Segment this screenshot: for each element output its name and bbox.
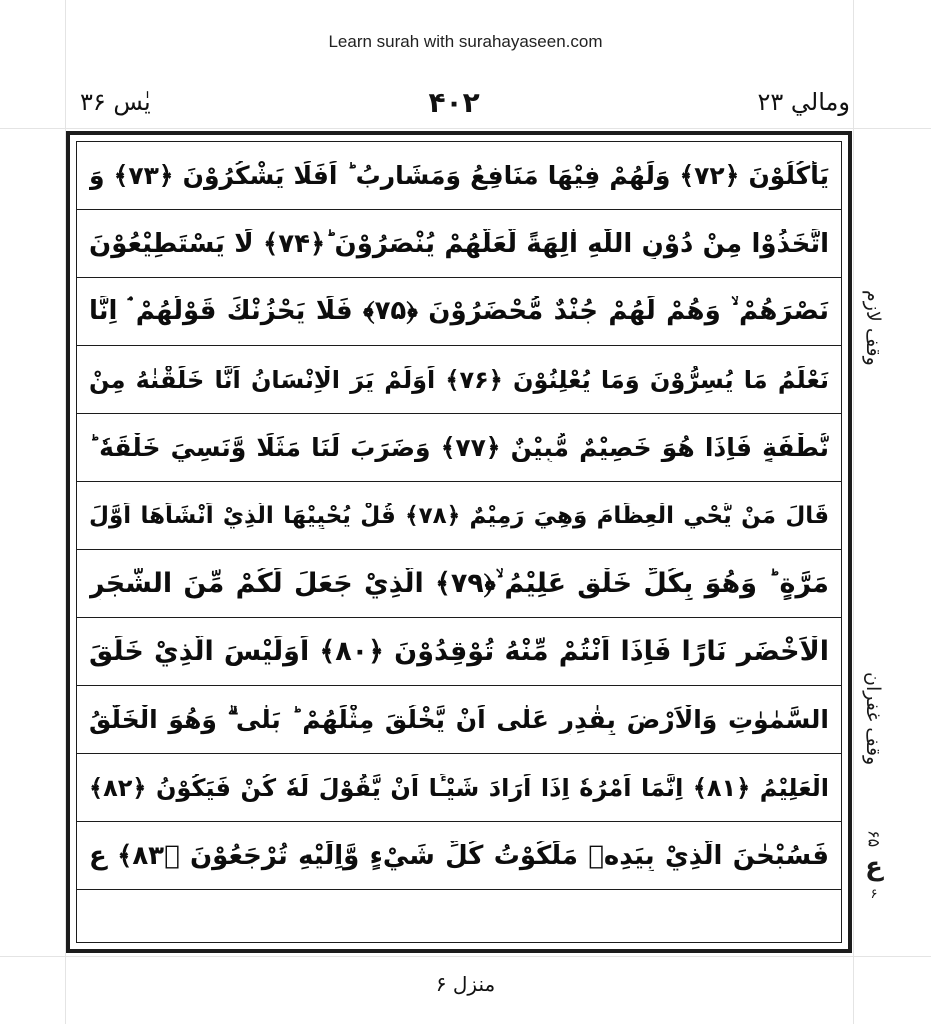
ruku-bottom-number: ۶: [870, 887, 878, 902]
text-line: [77, 482, 841, 550]
header-surah: يٰس ۳۶: [80, 88, 151, 116]
text-line: [77, 346, 841, 414]
text-line: [77, 686, 841, 754]
page-guide-right: [853, 0, 854, 1024]
line-text: الْاَخْضَرِ نَارًا فَاِذَا اَنْتُمْ مِّنْهُ تُوْقِدُوْنَ ﴿۸۰﴾ اَوَلَيْسَ الَّذِيْ خَلَقَ: [89, 636, 829, 667]
text-line: [77, 618, 841, 686]
line-text: نَصْرَهُمْ ۙ وَهُمْ لَهُمْ جُنْدٌ مُّحْضَرُوْنَ ﴿۷۵﴾ فَلَا يَحْزُنْكَ قَوْلُهُمْ ۘ اِنَّا: [89, 296, 829, 326]
ruku-glyph: ع: [865, 852, 883, 883]
frame-blank-area: [77, 890, 841, 942]
line-text: السَّمٰوٰتِ وَالْاَرْضَ بِقٰدِرٍ عَلٰى اَنْ يَّخْلُقَ مِثْلَهُمْ ؕ بَلٰى ۗ وَهُوَ الْخَلّٰقُ: [89, 704, 829, 734]
line-text: نُّطْفَةٍ فَاِذَا هُوَ خَصِيْمٌ مُّبِيْنٌ ﴿۷۷﴾ وَضَرَبَ لَنَا مَثَلًا وَّنَسِيَ خَلْقَهٗ ؕ: [89, 433, 829, 462]
line-text: مَرَّةٍ ؕ وَهُوَ بِكُلِّ خَلْقٍ عَلِيْمُ ۙ﴿۷۹﴾ الَّذِيْ جَعَلَ لَكُمْ مِّنَ الشَّجَرِ: [89, 567, 829, 599]
line-text: نَعْلَمُ مَا يُسِرُّوْنَ وَمَا يُعْلِنُوْنَ ﴿۷۶﴾ اَوَلَمْ يَرَ الْاِنْسَانُ اَنَّا خَلَقْنٰهُ مِنْ: [89, 365, 829, 394]
text-line: [77, 210, 841, 278]
header-para: ومالي ۲۳: [757, 88, 850, 116]
line-text: قَالَ مَنْ يُّحْيِ الْعِظَامَ وَهِيَ رَمِيْمٌ ﴿۷۸﴾ قُلْ يُحْيِيْهَا الَّذِيْ اَنْشَاَهَا اَوَّلَ: [89, 502, 829, 529]
line-text: الْعَلِيْمُ ﴿۸۱﴾ اِنَّمَا اَمْرُهٗ اِذَا اَرَادَ شَيْـًٔا اَنْ يَّقُوْلَ لَهٗ كُنْ فَيَكُوْنُ ﴿۸۲﴾: [89, 773, 829, 802]
line-text: يَأْكُلُوْنَ ﴿۷۲﴾ وَلَهُمْ فِيْهَا مَنَافِعُ وَمَشَارِبُ ؕ اَفَلَا يَشْكُرُوْنَ ﴿۷۳﴾ وَ: [89, 161, 829, 190]
text-line: [77, 822, 841, 890]
line-text: فَسُبْحٰنَ الَّذِيْ بِيَدِهٖ مَلَكُوْتُ كُلِّ شَيْءٍ وَّاِلَيْهِ تُرْجَعُوْنَ ﴿۸۳﴾ ع: [89, 840, 829, 871]
page-guide-top: [0, 128, 931, 129]
quran-text-frame: [66, 131, 852, 953]
quran-text-lines: [76, 141, 842, 943]
ruku-top-number: ۶۵: [864, 830, 884, 848]
header-page-number: ۴۰۲: [428, 85, 480, 119]
margin-note-waqf-lazim: وقف لازم: [862, 290, 884, 366]
footer-manzil: منزل ۶: [435, 972, 496, 996]
text-line: [77, 414, 841, 482]
ruku-marker: [860, 830, 888, 902]
margin-note-waqf-ghufran: وقف غفران: [862, 672, 884, 766]
line-text: اتَّخَذُوْا مِنْ دُوْنِ اللّٰهِ اٰلِهَةً لَّعَلَّهُمْ يُنْصَرُوْنَ ؕ﴿۷۴﴾ لَا يَسْتَطِيْعُوْنَ: [89, 228, 829, 259]
text-line: [77, 278, 841, 346]
text-line: [77, 142, 841, 210]
text-line: [77, 754, 841, 822]
page-guide-bottom: [0, 956, 931, 957]
site-banner: Learn surah with surahayaseen.com: [328, 32, 603, 51]
text-line: [77, 550, 841, 618]
page-header: [80, 82, 850, 122]
